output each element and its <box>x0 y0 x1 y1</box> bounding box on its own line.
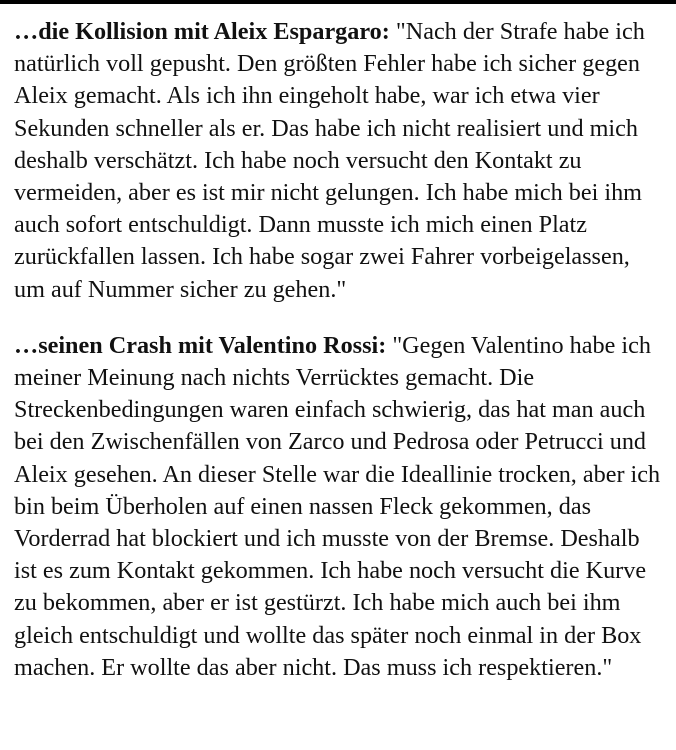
quote-paragraph-rossi <box>14 330 664 684</box>
paragraph-lead: …seinen Crash mit Valentino Rossi: <box>14 331 387 359</box>
quote-paragraph-espargaro <box>14 16 664 306</box>
paragraph-quote: "Gegen Valentino habe ich meiner Meinung nach nichts Verrücktes gemacht. Die Streckenbedingungen waren einfach schwierig, das hat man auch bei den Zwischenfällen von Zarco und Pedrosa oder Petrucci und Aleix gesehen. An dieser Stelle war die Ideallinie trocken, aber ich bin beim Überholen auf einen nassen Fleck gekommen, das Vorderrad hat blockiert und ich musste von der Bremse. Deshalb ist es zum Kontakt gekommen. Ich habe noch versucht die Kurve zu bekommen, aber er ist gestürzt. Ich habe mich auch bei ihm gleich entschuldigt und wollte das später noch einmal in der Box machen. Er wollte das aber nicht. Das muss ich respektieren." <box>14 331 661 681</box>
top-divider <box>0 0 676 4</box>
paragraph-lead: …die Kollision mit Aleix Espargaro: <box>14 18 390 45</box>
paragraph-quote: "Nach der Strafe habe ich natürlich voll gepusht. Den größten Fehler habe ich sicher gegen Aleix gemacht. Als ich ihn eingeholt habe, war ich etwa vier Sekunden schneller als er. Das habe ich nicht realisiert und mich deshalb verschätzt. Ich habe noch versucht den Kontakt zu vermeiden, aber es ist mir nicht gelungen. Ich habe mich bei ihm auch sofort entschuldigt. Dann musste ich mich einen Platz zurückfallen lassen. Ich habe sogar zwei Fahrer vorbeigelassen, um auf Nummer sicher zu gehen." <box>14 18 645 303</box>
article-body <box>14 16 664 684</box>
